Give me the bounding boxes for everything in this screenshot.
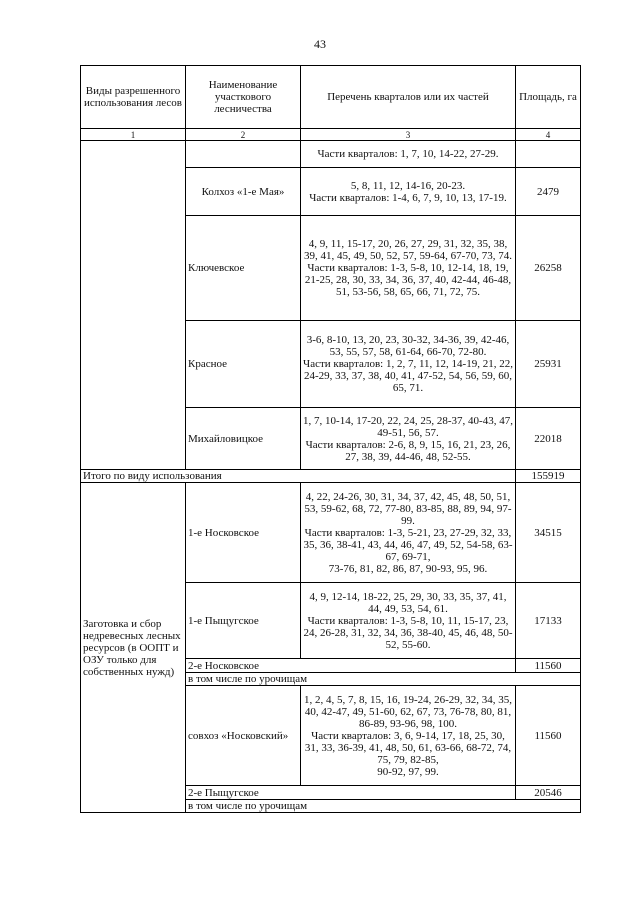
total-label: Итого по виду использования <box>81 470 516 483</box>
column-number: 1 <box>81 129 186 141</box>
forest-use-table <box>80 65 581 813</box>
total-row <box>81 470 581 483</box>
quarters-full: 1, 7, 10-14, 17-20, 22, 24, 25, 28-37, 40-43, 47, 49-51, 56, 57. <box>303 414 513 439</box>
forestry-cell: Красное <box>186 321 301 408</box>
forestry-cell: 1-е Пыщугское <box>186 583 301 659</box>
total-area: 155919 <box>516 470 581 483</box>
forestry-cell: Колхоз «1-е Мая» <box>186 168 301 216</box>
area-cell: 20546 <box>516 786 581 800</box>
area-cell: 25931 <box>516 321 581 408</box>
quarters-partial: Части кварталов: 2-6, 8, 9, 15, 16, 21, 23, 26, 27, 38, 39, 44-46, 48, 52-55. <box>305 438 511 463</box>
quarters-full: 1, 2, 4, 5, 7, 8, 15, 16, 19-24, 26-29, 32, 34, 35, 40, 42-47, 49, 51-60, 62, 67, 73, 76-78, 80, 81, 86-89, 93-96, 98, 100. <box>303 693 513 730</box>
quarters-full: 4, 9, 11, 15-17, 20, 26, 27, 29, 31, 32, 35, 38, 39, 41, 45, 49, 50, 52, 57, 59-64, 67-70, 73, 74. <box>303 238 513 262</box>
column-number: 3 <box>301 129 516 141</box>
area-cell: 22018 <box>516 408 581 470</box>
header-area: Площадь, га <box>516 66 581 129</box>
quarters-partial: Части кварталов: 1, 2, 7, 11, 12, 14-19, 21, 22, 24-29, 33, 37, 38, 40, 41, 47-52, 54, 56, 59, 60, 65, 71. <box>303 358 513 394</box>
quarters-cell <box>301 168 516 216</box>
table-row <box>81 483 581 583</box>
quarters-partial-cont: 73-76, 81, 82, 86, 87, 90-93, 95, 96. <box>328 562 488 575</box>
forestry-cell-empty <box>186 141 301 168</box>
area-cell-empty <box>516 141 581 168</box>
forestry-cell: Ключевское <box>186 216 301 321</box>
header-forestry: Наименование участкового лесничества <box>186 66 301 129</box>
header-row <box>81 66 581 129</box>
forestry-cell: совхоз «Носковский» <box>186 686 301 786</box>
column-number-row <box>81 129 581 141</box>
forestry-cell: 2-е Носковское <box>186 659 516 673</box>
quarters-full: 4, 9, 12-14, 18-22, 25, 29, 30, 33, 35, 37, 41, 44, 49, 53, 54, 61. <box>309 590 507 615</box>
quarters-partial: Части кварталов: 3, 6, 9-14, 17, 18, 25, 30, 31, 33, 36-39, 41, 48, 50, 61, 63-66, 68-72, 74, 75, 79, 82-85, <box>304 729 512 766</box>
subgroup-label: в том числе по урочищам <box>186 800 581 813</box>
quarters-partial: Части кварталов: 1-3, 5-21, 23, 27-29, 32, 33, 35, 36, 38-41, 43, 44, 46, 47, 49, 52, 54-58, 63-67, 69-71, <box>303 526 513 563</box>
quarters-cell <box>301 483 516 583</box>
subgroup-label: в том числе по урочищам <box>186 673 581 686</box>
quarters-cell: Части кварталов: 1, 7, 10, 14-22, 27-29. <box>301 141 516 168</box>
quarters-cell <box>301 583 516 659</box>
quarters-full: 4, 22, 24-26, 30, 31, 34, 37, 42, 45, 48, 50, 51, 53, 59-62, 68, 72, 77-80, 83-85, 88, 89, 94, 97-99. <box>304 490 512 527</box>
forestry-cell: Михайловицкое <box>186 408 301 470</box>
area-cell: 11560 <box>516 686 581 786</box>
column-number: 2 <box>186 129 301 141</box>
header-use-type: Виды разрешенного использования лесов <box>81 66 186 129</box>
quarters-cell <box>301 408 516 470</box>
quarters-partial: Части кварталов: 1-4, 6, 7, 9, 10, 13, 17-19. <box>309 191 507 204</box>
quarters-full: 3-6, 8-10, 13, 20, 23, 30-32, 34-36, 39, 42-46, 53, 55, 57, 58, 61-64, 66-70, 72-80. <box>306 334 510 358</box>
area-cell: 11560 <box>516 659 581 673</box>
quarters-partial-cont: 90-92, 97, 99. <box>377 765 439 778</box>
quarters-full: 5, 8, 11, 12, 14-16, 20-23. <box>350 179 466 192</box>
header-quarters: Перечень кварталов или их частей <box>301 66 516 129</box>
page-number: 43 <box>314 37 326 51</box>
forestry-cell: 1-е Носковское <box>186 483 301 583</box>
area-cell: 17133 <box>516 583 581 659</box>
use-type-cell: Заготовка и сбор недревесных лесных ресурсов (в ООПТ и ОЗУ только для собственных нужд) <box>81 483 186 813</box>
quarters-partial: Части кварталов: 1-3, 5-8, 10, 12-14, 18, 19, 21-25, 28, 30, 33, 34, 36, 37, 40, 42-44, 46-48, 51, 53-56, 58, 65, 66, 71, 72, 75. <box>304 262 512 298</box>
quarters-cell <box>301 216 516 321</box>
area-cell: 2479 <box>516 168 581 216</box>
quarters-partial: Части кварталов: 1-3, 5-8, 10, 11, 15-17, 23, 24, 26-28, 31, 32, 34, 36, 38-40, 45, 46, 48, 50-52, 55-60. <box>303 614 513 651</box>
table-row <box>81 141 581 168</box>
forestry-cell: 2-е Пыщугское <box>186 786 516 800</box>
area-cell: 34515 <box>516 483 581 583</box>
area-cell: 26258 <box>516 216 581 321</box>
use-type-cell-empty <box>81 141 186 470</box>
column-number: 4 <box>516 129 581 141</box>
quarters-cell <box>301 686 516 786</box>
quarters-cell <box>301 321 516 408</box>
